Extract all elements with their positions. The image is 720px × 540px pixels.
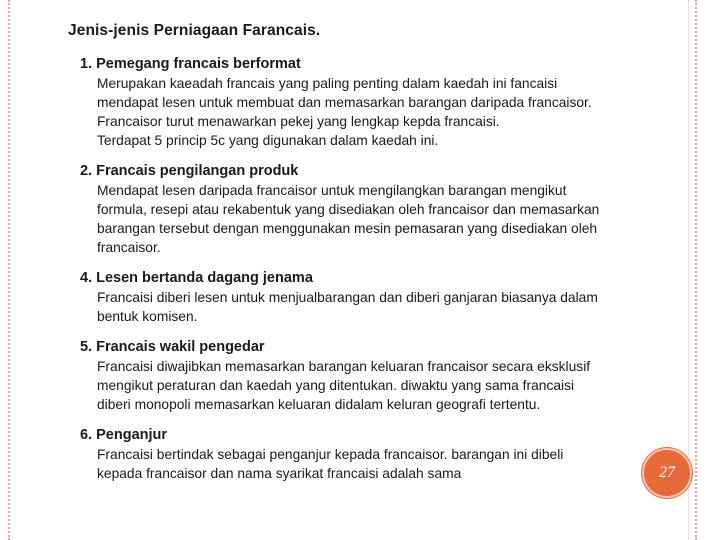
item-line: Merupakan kaeadah francais yang paling penting dalam kaedah ini fancaisi	[97, 76, 558, 91]
item-body	[97, 74, 680, 150]
page-number-badge: 27	[642, 448, 692, 498]
item-body	[97, 357, 680, 414]
list-item	[80, 55, 680, 150]
item-line: Terdapat 5 princip 5c yang digunakan dalam kaedah ini.	[97, 133, 439, 148]
item-line: Francaisi diwajibkan memasarkan barangan keluaran francaisor secara eksklusif	[97, 359, 591, 374]
item-body	[97, 181, 680, 257]
item-heading: 6. Penganjur	[80, 427, 168, 443]
item-line: mendapat lesen untuk membuat dan memasarkan barangan daripada francaisor.	[97, 95, 592, 110]
item-line: francaisor.	[97, 240, 161, 255]
left-frame-line	[8, 0, 11, 540]
item-body	[97, 288, 680, 326]
item-line: Francaisi bertindak sebagai penganjur kepada francaisor. barangan ini dibeli	[97, 447, 564, 462]
list-item	[80, 162, 680, 257]
item-line: bentuk komisen.	[97, 309, 198, 324]
list-item	[80, 269, 680, 326]
item-body	[97, 445, 680, 483]
item-heading: 5. Francais wakil pengedar	[80, 339, 265, 355]
list-item	[80, 338, 680, 414]
item-line: Mendapat lesen daripada francaisor untuk mengilangkan barangan mengikut	[97, 183, 567, 198]
item-heading: 2. Francais pengilangan produk	[80, 163, 299, 179]
item-line: diberi monopoli memasarkan keluaran didalam keluran geografi tertentu.	[97, 397, 541, 412]
item-line: Francaisi diberi lesen untuk menjualbarangan dan diberi ganjaran biasanya dalam	[97, 290, 598, 305]
right-frame-line	[695, 0, 698, 540]
item-heading: 4. Lesen bertanda dagang jenama	[80, 270, 313, 286]
item-heading: 1. Pemegang francais berformat	[80, 56, 301, 72]
item-line: kepada francaisor dan nama syarikat francaisi adalah sama	[97, 466, 462, 481]
item-line: barangan tersebut dengan menggunakan mesin pemasaran yang disediakan oleh	[97, 221, 598, 236]
item-line: mengikut peraturan dan kaedah yang ditentukan. diwaktu yang sama francaisi	[97, 378, 575, 393]
item-line: formula, resepi atau rekabentuk yang disediakan oleh francaisor dan memasarkan	[97, 202, 600, 217]
item-line: Francaisor turut menawarkan pekej yang lengkap kepda francaisi.	[97, 114, 500, 129]
content-list	[80, 55, 680, 495]
list-item	[80, 426, 680, 483]
slide-title: Jenis-jenis Perniagaan Farancais.	[68, 22, 321, 39]
